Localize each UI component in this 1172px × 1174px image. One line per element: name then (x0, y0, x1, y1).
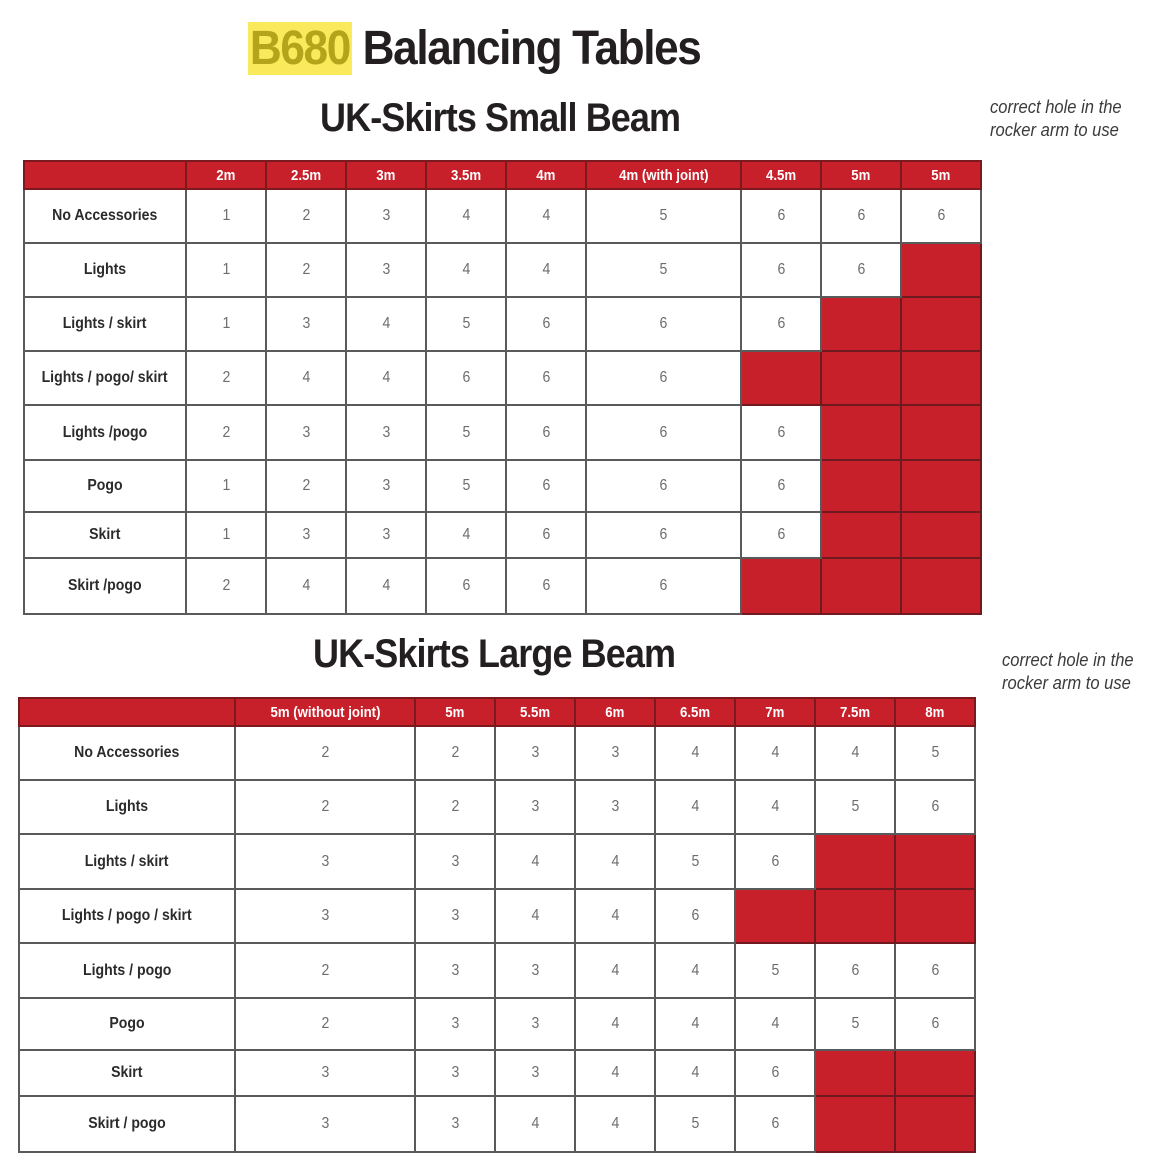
hole-number-cell: 1 (186, 189, 266, 243)
hole-number-cell: 3 (415, 1050, 495, 1096)
small-beam-title: UK-Skirts Small Beam (320, 96, 681, 140)
hole-number-cell: 3 (266, 297, 346, 351)
hole-number-cell: 6 (741, 512, 821, 558)
table-row (24, 351, 981, 405)
hole-number-cell: 4 (426, 189, 506, 243)
hole-number-cell: 4 (506, 243, 586, 297)
not-applicable-cell (895, 889, 975, 943)
hole-number-cell: 6 (586, 297, 741, 351)
row-label: Lights /pogo (24, 405, 186, 460)
hole-number-cell: 4 (735, 726, 815, 780)
hole-number-cell: 4 (346, 351, 426, 405)
hole-number-cell: 3 (415, 998, 495, 1050)
row-label: No Accessories (19, 726, 235, 780)
not-applicable-cell (895, 834, 975, 889)
hole-number-cell: 4 (266, 558, 346, 614)
document-title (248, 18, 700, 80)
column-header: 5m (without joint) (235, 698, 415, 726)
hole-number-cell: 6 (506, 297, 586, 351)
hole-number-cell: 6 (901, 189, 981, 243)
hole-number-cell: 6 (735, 834, 815, 889)
row-label: Skirt (19, 1050, 235, 1096)
hole-number-cell: 4 (655, 780, 735, 834)
not-applicable-cell (901, 405, 981, 460)
hole-number-cell: 5 (655, 1096, 735, 1152)
hole-number-cell: 5 (815, 998, 895, 1050)
not-applicable-cell (901, 351, 981, 405)
not-applicable-cell (895, 1096, 975, 1152)
table-row (24, 558, 981, 614)
hole-number-cell: 6 (815, 943, 895, 998)
column-header: 5.5m (495, 698, 575, 726)
column-header: 2m (186, 161, 266, 189)
column-header: 5m (415, 698, 495, 726)
column-header: 3m (346, 161, 426, 189)
row-label: No Accessories (24, 189, 186, 243)
row-label: Skirt (24, 512, 186, 558)
row-label: Lights / pogo / skirt (19, 889, 235, 943)
hole-number-cell: 4 (346, 558, 426, 614)
hole-number-cell: 3 (575, 780, 655, 834)
hole-number-cell: 5 (895, 726, 975, 780)
hole-number-cell: 3 (415, 889, 495, 943)
table-row (19, 998, 975, 1050)
hole-number-cell: 6 (586, 405, 741, 460)
hole-number-cell: 2 (266, 189, 346, 243)
hole-number-cell: 6 (741, 460, 821, 512)
hole-number-cell: 5 (586, 243, 741, 297)
hole-number-cell: 3 (495, 780, 575, 834)
hole-number-cell: 2 (235, 780, 415, 834)
row-label: Lights / skirt (24, 297, 186, 351)
column-header: 5m (821, 161, 901, 189)
table-row (19, 1096, 975, 1152)
hole-number-cell: 2 (186, 558, 266, 614)
hole-number-cell: 2 (235, 998, 415, 1050)
column-header: 7.5m (815, 698, 895, 726)
hole-number-cell: 5 (426, 405, 506, 460)
hole-number-cell: 6 (741, 405, 821, 460)
hole-number-cell: 4 (506, 189, 586, 243)
hole-number-cell: 3 (415, 1096, 495, 1152)
hole-number-cell: 6 (735, 1050, 815, 1096)
not-applicable-cell (735, 889, 815, 943)
header-corner (24, 161, 186, 189)
row-label: Lights (24, 243, 186, 297)
hole-number-cell: 2 (235, 943, 415, 998)
hole-number-cell: 6 (741, 297, 821, 351)
column-header: 7m (735, 698, 815, 726)
table-row (24, 243, 981, 297)
hole-number-cell: 2 (235, 726, 415, 780)
hole-number-cell: 4 (575, 889, 655, 943)
hole-number-cell: 4 (495, 889, 575, 943)
hole-number-cell: 6 (506, 512, 586, 558)
hole-number-cell: 4 (575, 834, 655, 889)
small-beam-table (23, 160, 982, 615)
hole-number-cell: 3 (495, 1050, 575, 1096)
hole-number-cell: 4 (815, 726, 895, 780)
hole-number-cell: 5 (815, 780, 895, 834)
hole-number-cell: 6 (895, 780, 975, 834)
title-text: Balancing Tables (362, 22, 701, 75)
hole-number-cell: 3 (346, 460, 426, 512)
hole-number-cell: 6 (741, 189, 821, 243)
hole-number-cell: 3 (235, 889, 415, 943)
column-header: 5m (901, 161, 981, 189)
not-applicable-cell (821, 512, 901, 558)
table-row (19, 780, 975, 834)
not-applicable-cell (901, 297, 981, 351)
not-applicable-cell (895, 1050, 975, 1096)
row-label: Skirt / pogo (19, 1096, 235, 1152)
not-applicable-cell (821, 558, 901, 614)
hole-number-cell: 1 (186, 297, 266, 351)
hole-number-cell: 4 (735, 780, 815, 834)
row-label: Lights / pogo (19, 943, 235, 998)
hole-number-cell: 6 (506, 405, 586, 460)
table-row (19, 726, 975, 780)
column-header: 4.5m (741, 161, 821, 189)
hole-number-cell: 2 (415, 780, 495, 834)
not-applicable-cell (815, 1050, 895, 1096)
hole-number-cell: 4 (655, 943, 735, 998)
column-header: 4m (506, 161, 586, 189)
column-header: 3.5m (426, 161, 506, 189)
not-applicable-cell (821, 351, 901, 405)
hole-number-cell: 6 (586, 460, 741, 512)
hole-number-cell: 6 (506, 460, 586, 512)
hole-number-cell: 3 (575, 726, 655, 780)
not-applicable-cell (815, 889, 895, 943)
hole-number-cell: 3 (495, 726, 575, 780)
hole-number-cell: 6 (895, 943, 975, 998)
hole-number-cell: 4 (575, 1096, 655, 1152)
product-code: B680 (249, 22, 350, 75)
hole-number-cell: 6 (506, 558, 586, 614)
hole-number-cell: 3 (415, 943, 495, 998)
hole-number-cell: 4 (575, 1050, 655, 1096)
row-label: Pogo (24, 460, 186, 512)
hole-number-cell: 3 (235, 834, 415, 889)
hole-number-cell: 4 (426, 243, 506, 297)
header-corner (19, 698, 235, 726)
hole-number-cell: 4 (575, 998, 655, 1050)
hole-number-cell: 6 (735, 1096, 815, 1152)
column-header: 2.5m (266, 161, 346, 189)
table-row (24, 405, 981, 460)
column-header: 6m (575, 698, 655, 726)
hole-number-cell: 2 (266, 460, 346, 512)
hole-number-cell: 3 (346, 512, 426, 558)
hole-number-cell: 5 (426, 297, 506, 351)
table-header-row (24, 161, 981, 189)
hole-number-cell: 5 (586, 189, 741, 243)
hole-number-cell: 3 (346, 243, 426, 297)
hole-number-cell: 4 (426, 512, 506, 558)
hole-number-cell: 4 (735, 998, 815, 1050)
hole-number-cell: 4 (266, 351, 346, 405)
hole-number-cell: 4 (655, 1050, 735, 1096)
table-row (24, 189, 981, 243)
row-label: Lights / skirt (19, 834, 235, 889)
column-header: 6.5m (655, 698, 735, 726)
table-row (24, 512, 981, 558)
hole-number-cell: 6 (895, 998, 975, 1050)
hole-number-cell: 5 (735, 943, 815, 998)
table-row (19, 1050, 975, 1096)
hole-number-cell: 3 (266, 512, 346, 558)
large-beam-table (18, 697, 976, 1153)
hole-number-cell: 6 (741, 243, 821, 297)
hole-number-cell: 6 (821, 189, 901, 243)
hole-number-cell: 3 (346, 189, 426, 243)
hole-number-cell: 6 (655, 889, 735, 943)
table-row (24, 460, 981, 512)
not-applicable-cell (815, 1096, 895, 1152)
hole-number-cell: 3 (266, 405, 346, 460)
row-label: Lights / pogo/ skirt (24, 351, 186, 405)
hole-number-cell: 2 (186, 405, 266, 460)
not-applicable-cell (821, 405, 901, 460)
not-applicable-cell (901, 460, 981, 512)
hole-number-cell: 1 (186, 460, 266, 512)
table-row (19, 889, 975, 943)
not-applicable-cell (901, 512, 981, 558)
hole-number-cell: 5 (655, 834, 735, 889)
hole-number-cell: 4 (655, 998, 735, 1050)
hole-number-cell: 6 (586, 558, 741, 614)
hole-number-cell: 6 (586, 351, 741, 405)
not-applicable-cell (901, 243, 981, 297)
hole-number-cell: 4 (575, 943, 655, 998)
hole-number-cell: 3 (415, 834, 495, 889)
hole-number-cell: 1 (186, 512, 266, 558)
hole-number-cell: 4 (495, 834, 575, 889)
hole-number-cell: 3 (495, 998, 575, 1050)
hole-number-cell: 4 (655, 726, 735, 780)
column-header: 4m (with joint) (586, 161, 741, 189)
hole-number-cell: 4 (495, 1096, 575, 1152)
hole-number-cell: 2 (186, 351, 266, 405)
hole-number-cell: 2 (266, 243, 346, 297)
large-beam-title: UK-Skirts Large Beam (313, 632, 676, 676)
hole-number-cell: 6 (506, 351, 586, 405)
not-applicable-cell (741, 351, 821, 405)
hole-number-cell: 2 (415, 726, 495, 780)
hole-number-cell: 6 (821, 243, 901, 297)
not-applicable-cell (815, 834, 895, 889)
table-header-row (19, 698, 975, 726)
hole-number-cell: 4 (346, 297, 426, 351)
hole-number-cell: 3 (346, 405, 426, 460)
hole-number-cell: 6 (586, 512, 741, 558)
large-beam-note: correct hole in the rocker arm to use (1002, 650, 1134, 693)
not-applicable-cell (741, 558, 821, 614)
small-beam-note: correct hole in the rocker arm to use (990, 97, 1122, 140)
row-label: Pogo (19, 998, 235, 1050)
table-row (19, 834, 975, 889)
not-applicable-cell (821, 460, 901, 512)
hole-number-cell: 3 (235, 1050, 415, 1096)
column-header: 8m (895, 698, 975, 726)
hole-number-cell: 3 (495, 943, 575, 998)
hole-number-cell: 6 (426, 558, 506, 614)
not-applicable-cell (901, 558, 981, 614)
row-label: Skirt /pogo (24, 558, 186, 614)
table-row (19, 943, 975, 998)
hole-number-cell: 1 (186, 243, 266, 297)
hole-number-cell: 6 (426, 351, 506, 405)
row-label: Lights (19, 780, 235, 834)
table-row (24, 297, 981, 351)
hole-number-cell: 5 (426, 460, 506, 512)
hole-number-cell: 3 (235, 1096, 415, 1152)
not-applicable-cell (821, 297, 901, 351)
